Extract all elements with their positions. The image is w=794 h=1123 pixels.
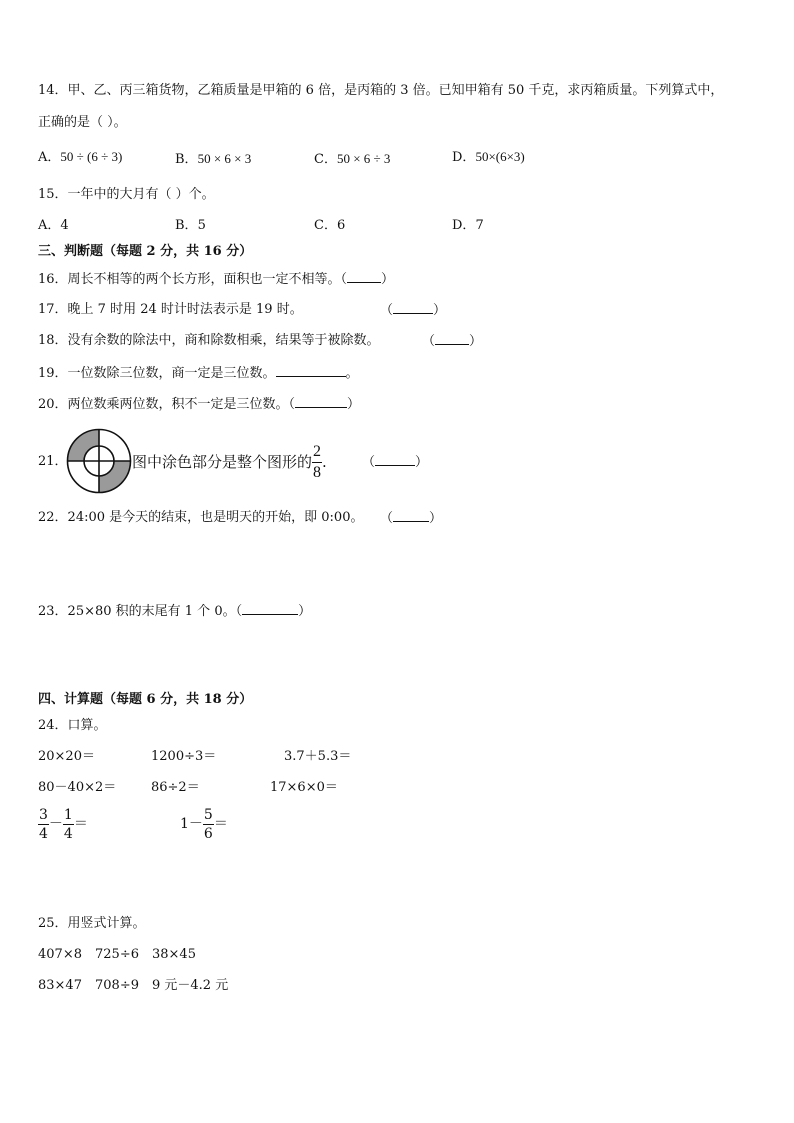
answer-blank[interactable] [295, 395, 347, 408]
q15-stem: 15．一年中的大月有（ ）个。 [38, 187, 215, 202]
question-text: 16．周长不相等的两个长方形，面积也一定不相等。（ [38, 272, 348, 287]
fraction-numerator: 1 [63, 806, 73, 823]
ring-figure [66, 428, 132, 494]
q14-option-c [314, 150, 390, 169]
question-text: 17．晚上 7 时用 24 时计时法表示是 19 时。 [38, 302, 303, 317]
end-mark: 。 [345, 366, 359, 381]
option-text: 50 × 6 ÷ 3 [336, 151, 391, 166]
answer-blank[interactable] [435, 332, 469, 345]
q23 [38, 602, 311, 621]
q24-r1c2: 1200÷3＝ [151, 749, 217, 764]
open-paren: （ [362, 455, 376, 470]
q24-r1c3: 3.7＋5.3＝ [284, 749, 352, 764]
fraction-two-eighths [312, 444, 322, 481]
question-text: 22．24:00 是今天的结束，也是明天的开始，即 0:00。 [38, 510, 364, 525]
close-paren: ） [381, 272, 395, 287]
question-text: 23．25×80 积的末尾有 1 个 0。（ [38, 604, 243, 619]
answer-blank[interactable] [393, 301, 433, 314]
close-paren: ） [469, 334, 483, 349]
answer-blank[interactable] [276, 364, 346, 377]
q21-answer [362, 453, 428, 472]
question-text: 18．没有余数的除法中，商和除数相乘，结果等于被除数。 [38, 333, 380, 348]
question-text: 20．两位数乘两位数，积不一定是三位数。（ [38, 397, 296, 412]
q24-fraction-expr-1 [38, 806, 88, 842]
close-paren: ） [429, 511, 443, 526]
answer-blank[interactable] [242, 602, 298, 615]
open-paren: （ [422, 334, 436, 349]
option-text: 7 [475, 218, 484, 233]
q25-r1c3: 38×45 [152, 947, 196, 962]
equals-sign: ＝ [213, 816, 228, 832]
option-label: B． [175, 152, 198, 167]
q25-r1c2: 725÷6 [95, 947, 139, 962]
fraction-numerator: 5 [203, 806, 213, 823]
close-paren: ） [347, 397, 361, 412]
q24-r1c1: 20×20＝ [38, 749, 95, 764]
q15-option-d [452, 217, 484, 235]
q24-r2c3: 17×6×0＝ [270, 780, 338, 795]
answer-blank[interactable] [393, 509, 429, 522]
q15-option-c [314, 217, 345, 235]
q15-option-a [38, 217, 69, 235]
q20 [38, 395, 360, 414]
option-text: 50 ÷ (6 ÷ 3) [60, 149, 123, 164]
q18-answer [422, 332, 482, 351]
option-label: C． [314, 152, 337, 167]
section-title-calculation: 四、计算题（每题 6 分，共 18 分） [38, 692, 253, 707]
fraction-five-sixths [203, 808, 214, 841]
open-paren: （ [380, 511, 394, 526]
q14-stem-line2: 正确的是（ ）。 [38, 115, 127, 130]
q14-option-a [38, 148, 122, 167]
fraction-denominator: 8 [313, 464, 322, 481]
q21-number: 21． [38, 454, 68, 469]
q24-title: 24．口算。 [38, 718, 107, 733]
q19 [38, 364, 359, 383]
option-text: 4 [60, 218, 69, 233]
minus-sign: － [48, 816, 63, 832]
close-paren: ） [298, 604, 312, 619]
q22-answer [380, 509, 442, 528]
option-label: A． [38, 150, 61, 165]
q25-r1c1: 407×8 [38, 947, 82, 962]
q14-option-d [452, 148, 525, 167]
fraction-numerator: 2 [312, 444, 322, 463]
fraction-denominator: 4 [39, 825, 48, 842]
q16 [38, 270, 394, 289]
option-label: D． [452, 150, 476, 165]
q21-text [132, 444, 327, 481]
option-text: 6 [336, 218, 346, 233]
option-text: 5 [197, 218, 206, 233]
equals-sign: ＝ [73, 816, 88, 832]
option-text: 50×(6×3) [475, 149, 525, 164]
option-label: A． [38, 218, 61, 233]
option-label: C． [314, 218, 337, 233]
option-text: 50 × 6 × 3 [197, 151, 252, 166]
close-paren: ） [415, 455, 429, 470]
q25-r2c3: 9 元－4.2 元 [152, 978, 229, 993]
q25-title: 25．用竖式计算。 [38, 916, 146, 931]
close-paren: ） [433, 303, 447, 318]
answer-blank[interactable] [347, 270, 381, 283]
leading-term: 1－ [180, 816, 203, 832]
question-text: 图中涂色部分是整个图形的 [132, 453, 313, 471]
fraction-denominator: 6 [203, 825, 213, 842]
answer-blank[interactable] [375, 453, 415, 466]
period: . [322, 453, 327, 471]
option-label: B． [175, 218, 198, 233]
q17-answer [380, 301, 446, 320]
section-title-judgement: 三、判断题（每题 2 分，共 16 分） [38, 244, 253, 259]
open-paren: （ [380, 303, 394, 318]
fraction-numerator: 3 [39, 806, 48, 823]
option-label: D． [452, 218, 476, 233]
q24-r2c2: 86÷2＝ [151, 780, 200, 795]
q24-fraction-expr-2 [180, 806, 228, 842]
q24-r2c1: 80－40×2＝ [38, 780, 117, 795]
q14-option-b [175, 150, 251, 169]
q17 [38, 301, 303, 319]
fraction-three-fourths [38, 808, 49, 841]
fraction-one-fourth [63, 808, 74, 841]
question-text: 19．一位数除三位数，商一定是三位数。 [38, 366, 276, 381]
q25-r2c1: 83×47 [38, 978, 82, 993]
fraction-denominator: 4 [63, 825, 73, 842]
q14-stem-line1: 14．甲、乙、丙三箱货物，乙箱质量是甲箱的 6 倍，是丙箱的 3 倍。已知甲箱有 50 千克，求丙箱质量。下列算式中， [38, 83, 724, 98]
q25-r2c2: 708÷9 [95, 978, 139, 993]
q18 [38, 332, 380, 350]
q22 [38, 509, 363, 527]
q15-option-b [175, 217, 206, 235]
